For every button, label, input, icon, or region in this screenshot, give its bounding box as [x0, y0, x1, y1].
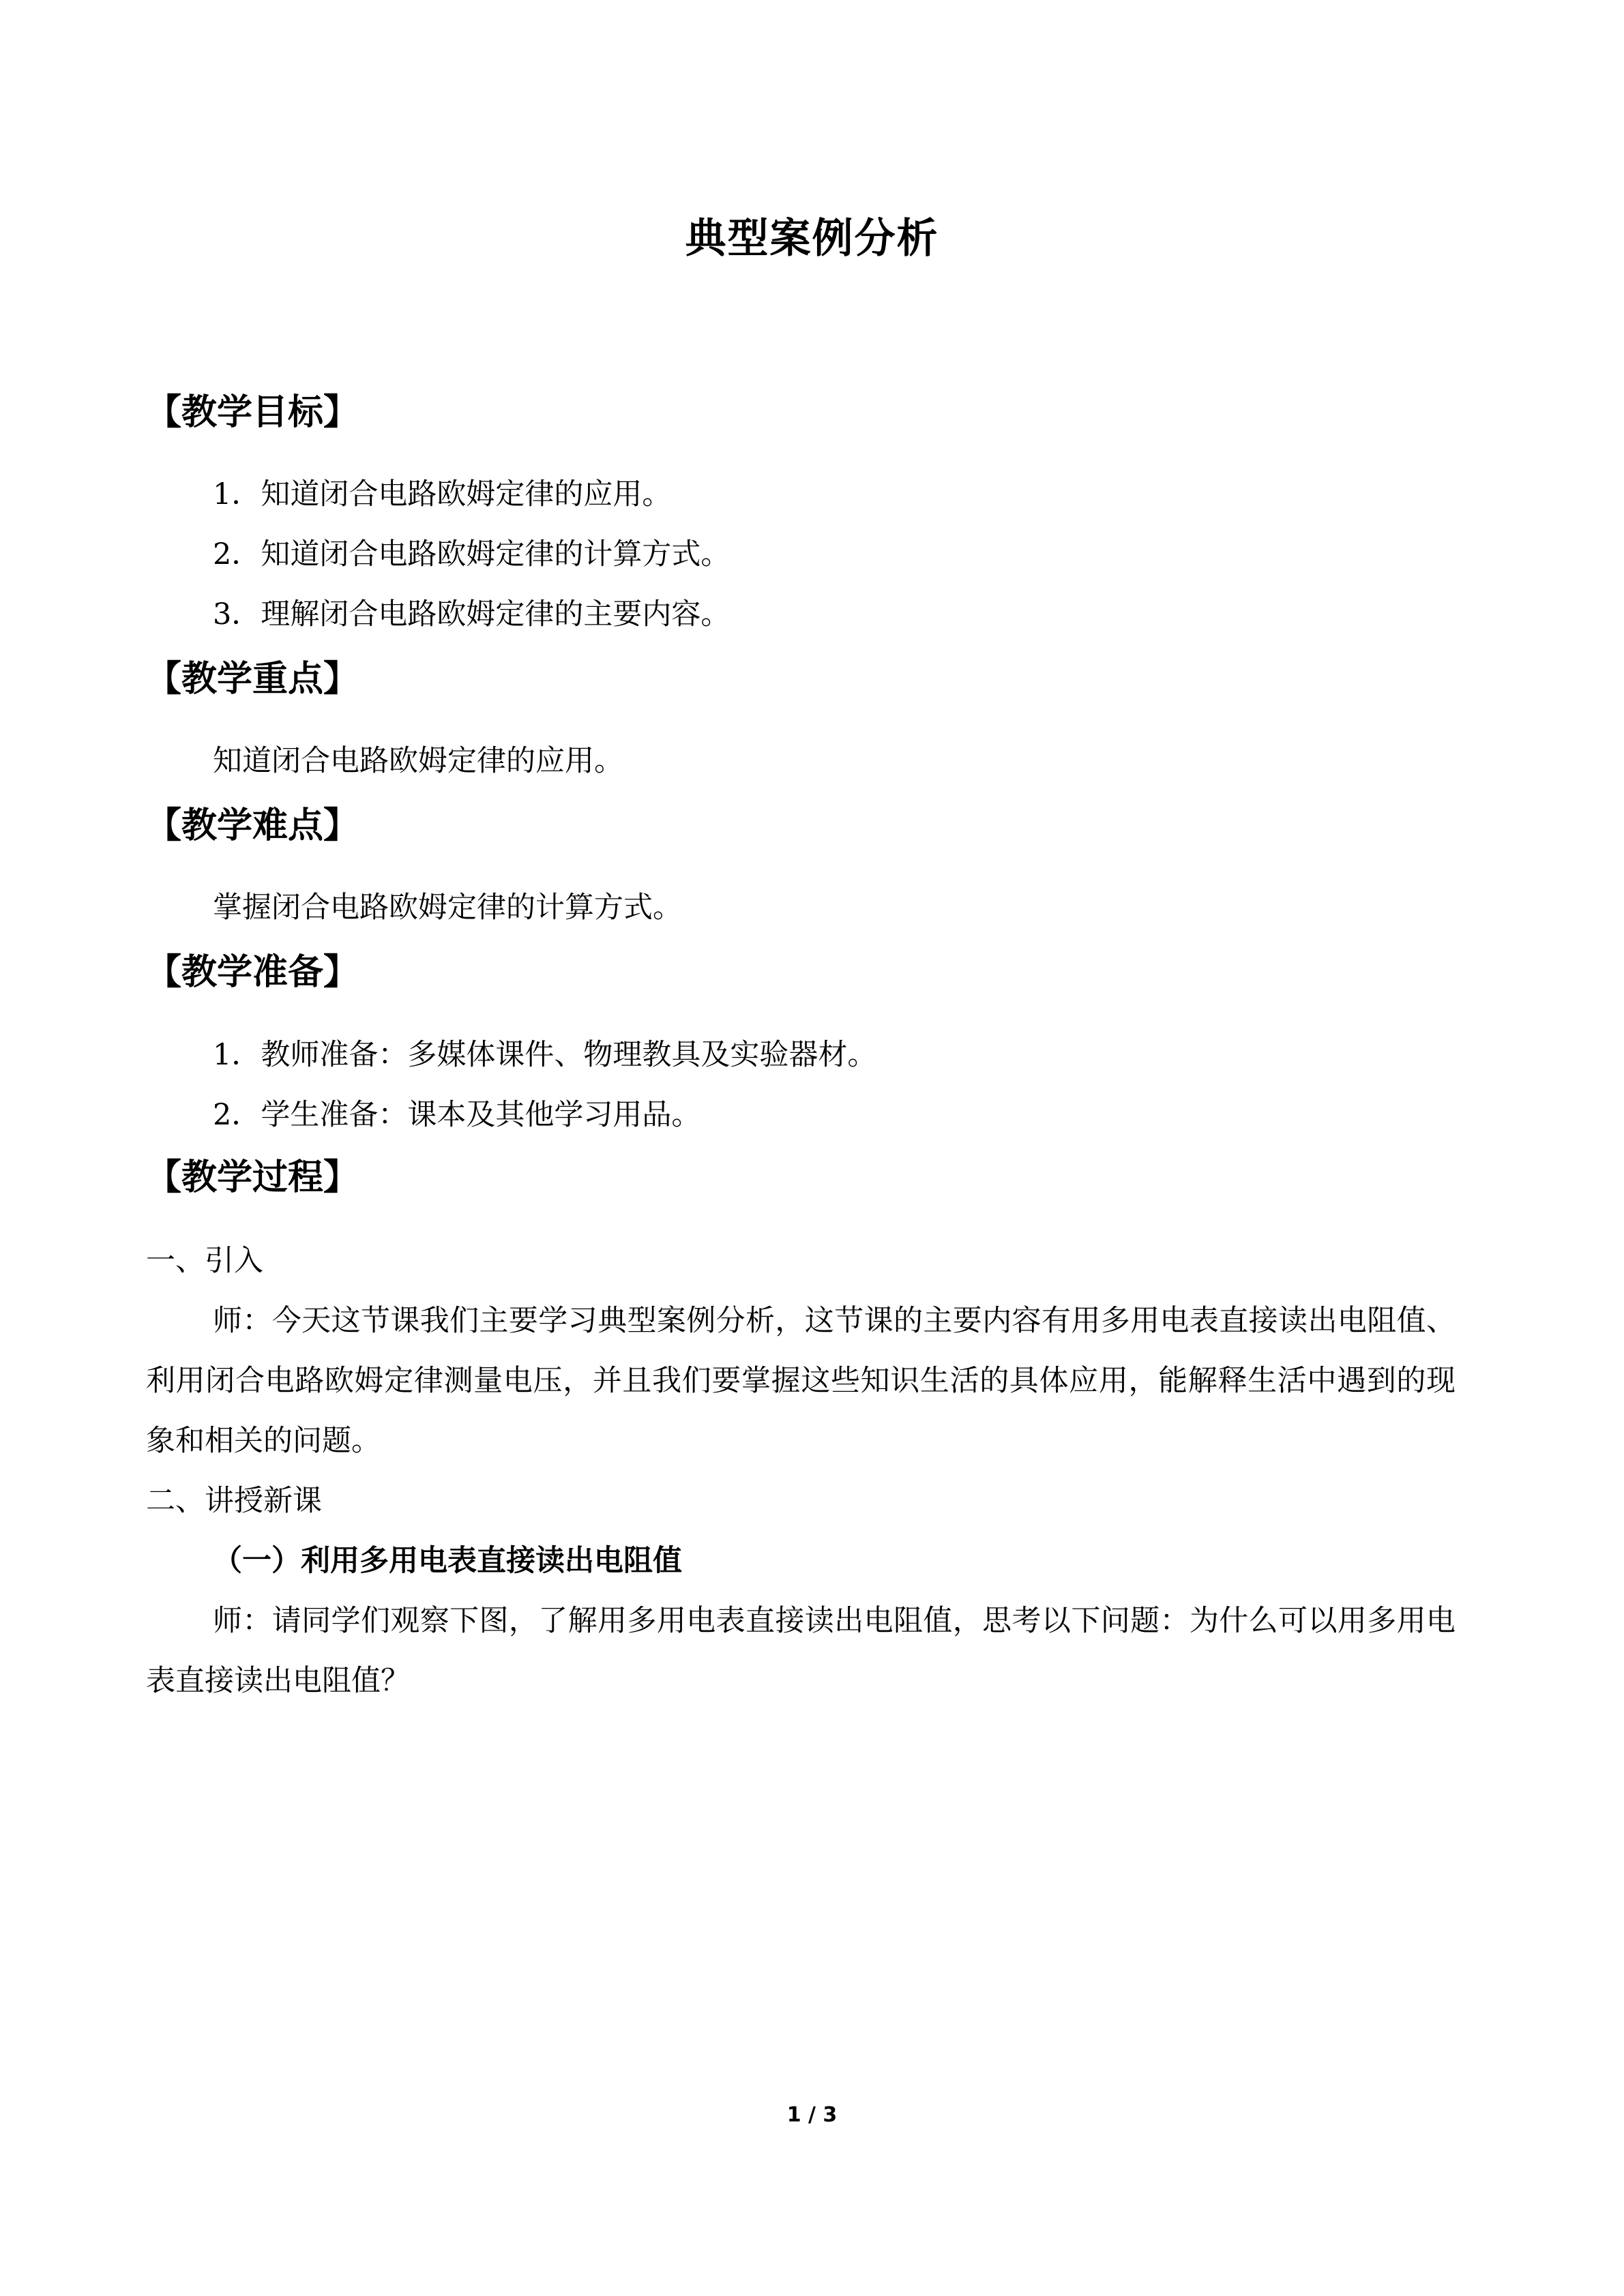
preparation-heading: 【教学准备】 — [146, 952, 359, 993]
process-heading: 【教学过程】 — [146, 1157, 359, 1198]
key-points-heading: 【教学重点】 — [146, 659, 359, 700]
new-lesson-heading: 二、讲授新课 — [146, 1484, 322, 1518]
objective-item-3: 3．理解闭合电路欧姆定律的主要内容。 — [213, 597, 730, 631]
page-number: 1 / 3 — [786, 2103, 838, 2127]
difficulties-heading: 【教学难点】 — [146, 805, 359, 846]
preparation-item-2: 2．学生准备：课本及其他学习用品。 — [213, 1098, 701, 1132]
intro-heading: 一、引入 — [146, 1244, 263, 1278]
intro-paragraph: 师：今天这节课我们主要学习典型案例分析，这节课的主要内容有用多用电表直接读出电阻值、利用闭合电路欧姆定律测量电压，并且我们要掌握这些知识生活的具体应用，能解释生活中遇到的现象和相关的问题。 — [146, 1304, 1456, 1458]
section1-paragraph: 师：请同学们观察下图，了解用多用电表直接读出电阻值，思考以下问题：为什么可以用多用电表直接读出电阻值？ — [146, 1604, 1456, 1698]
key-points-text: 知道闭合电路欧姆定律的应用。 — [213, 744, 623, 778]
document-title: 典型案例分析 — [685, 215, 939, 263]
objective-item-1: 1．知道闭合电路欧姆定律的应用。 — [213, 477, 672, 511]
objectives-heading: 【教学目标】 — [146, 392, 359, 433]
preparation-item-1: 1．教师准备：多媒体课件、物理教具及实验器材。 — [213, 1038, 877, 1072]
section1-heading: （一）利用多用电表直接读出电阻值 — [213, 1544, 682, 1578]
objective-item-2: 2．知道闭合电路欧姆定律的计算方式。 — [213, 537, 730, 571]
difficulties-text: 掌握闭合电路欧姆定律的计算方式。 — [213, 891, 682, 925]
